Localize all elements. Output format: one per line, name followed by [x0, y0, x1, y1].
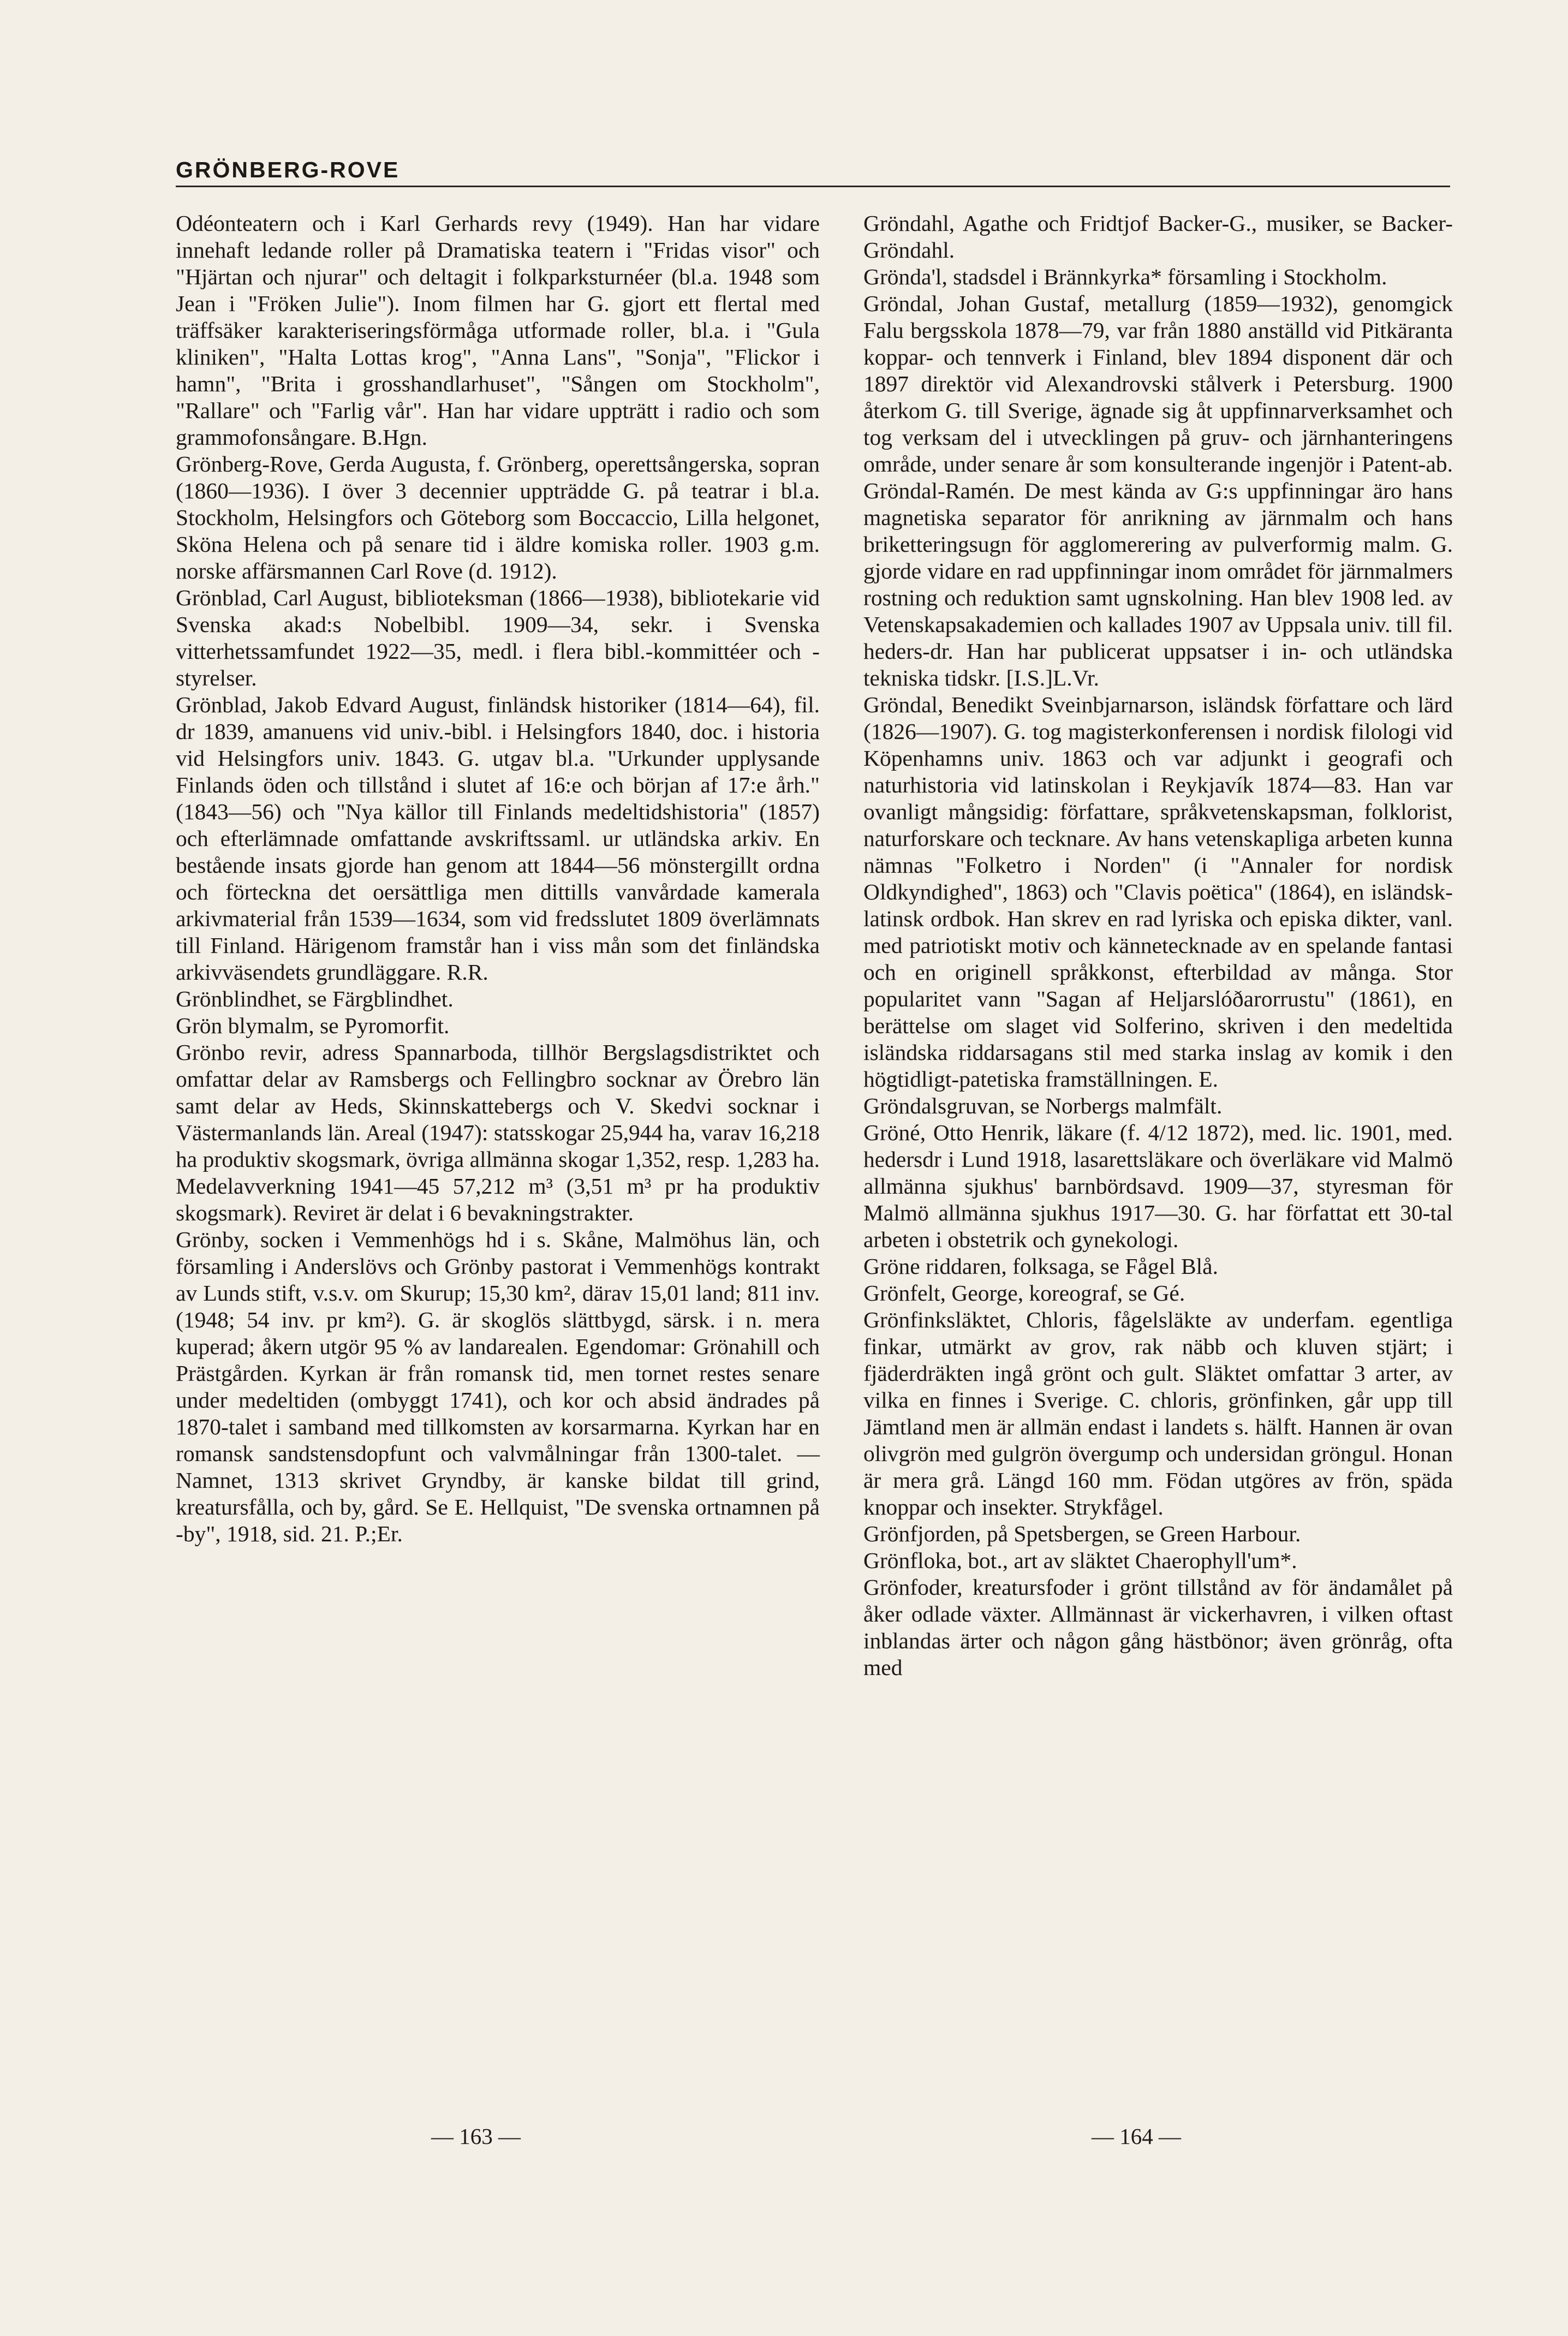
page-number-left: — 163 —	[431, 2124, 521, 2149]
entry-paragraph: Grönblindhet, se Färgblindhet.	[176, 986, 454, 1011]
entry-paragraph: Gröne riddaren, folksaga, se Fågel Blå.	[863, 1254, 1218, 1279]
entry-paragraph: Grönberg-Rove, Gerda Augusta, f. Grönberg, operettsångerska, sopran (1860—1936). I över 3 decennier uppträdde G. på teatrar i bl.a. Stockholm, Helsingfors och Göteborg som Boccaccio, Lilla helgonet, Sköna Helena och på senare tid i äldre komiska roller. 1903 g.m. norske affärsmannen Carl Rove (d. 1912).	[176, 451, 820, 583]
entry-paragraph: Gröndal, Johan Gustaf, metallurg (1859—1932), genomgick Falu bergsskola 1878—79, var från 1880 anställd vid Pitkäranta koppar- och tennverk i Finland, blev 1894 disponent där och 1897 direktör vid Alexandrovski stålverk i Petersburg. 1900 återkom G. till Sverige, ägnade sig åt uppfinnarverksamhet och tog verksam del i utvecklingen på gruv- och järnhanteringens område, under senare år som konsulterande ingenjör i Patent-ab. Gröndal-Ramén. De mest kända av G:s uppfinningar äro hans magnetiska separator för anrikning av järnmalm och hans briketteringsugn för agglomerering av pulverformig malm. G. gjorde vidare en rad uppfinningar inom området för järnmalmers rostning och reduktion samt ugnskolning. Han blev 1908 led. av Vetenskapsakademien och kallades 1907 av Uppsala univ. till fil. heders-dr. Han har publicerat uppsatser i in- och utländska tekniska tidskr. [I.S.]L.Vr.	[863, 291, 1453, 690]
entry-paragraph: Gröndahl, Agathe och Fridtjof Backer-G., musiker, se Backer-Gröndahl.	[863, 211, 1453, 263]
entry-paragraph: Gröné, Otto Henrik, läkare (f. 4/12 1872), med. lic. 1901, med. hedersdr i Lund 1918, lasarettsläkare och överläkare vid Malmö allmänna sjukhus' barnbördsavd. 1909—37, styresman för Malmö allmänna sjukhus 1917—30. G. har författat ett 30-tal arbeten i obstetrik och gynekologi.	[863, 1120, 1453, 1252]
entry-paragraph: Gröndalsgruvan, se Norbergs malmfält.	[863, 1093, 1223, 1118]
entry-paragraph: Grönfjorden, på Spetsbergen, se Green Harbour.	[863, 1521, 1301, 1546]
entry-paragraph: Grönbo revir, adress Spannarboda, tillhör Bergslagsdistriktet och omfattar delar av Ramsbergs och Fellingbro socknar av Örebro län samt delar av Heds, Skinnskattebergs och V. Skedvi socknar i Västermanlands län. Areal (1947): statsskogar 25,944 ha, varav 16,218 ha produktiv skogsmark, övriga allmänna skogar 1,352, resp. 1,283 ha. Medelavverkning 1941—45 57,212 m³ (3,51 m³ pr ha produktiv skogsmark). Reviret är delat i 6 bevakningstrakter.	[176, 1040, 820, 1225]
header-rule	[176, 186, 1450, 187]
entry-paragraph: Grönda'l, stadsdel i Brännkyrka* församling i Stockholm.	[863, 264, 1387, 289]
entry-paragraph: Grönfelt, George, koreograf, se Gé.	[863, 1280, 1185, 1306]
page-number-right: — 164 —	[1092, 2124, 1181, 2149]
entry-paragraph: Grön blymalm, se Pyromorfit.	[176, 1013, 450, 1038]
entry-paragraph: Gröndal, Benedikt Sveinbjarnarson, isländsk författare och lärd (1826—1907). G. tog magisterkonferensen i nordisk filologi vid Köpenhamns univ. 1863 och var adjunkt i geografi och naturhistoria vid latinskolan i Reykjavík 1874—83. Han var ovanligt mångsidig: författare, språkvetenskapsman, folklorist, naturforskare och tecknare. Av hans vetenskapliga arbeten kunna nämnas "Folketro i Norden" (i "Annaler for nordisk Oldkyndighed", 1863) och "Clavis poëtica" (1864), en isländsk-latinsk ordbok. Han skrev en rad lyriska och episka dikter, vanl. med patriotiskt motiv och kännetecknade av en spelande fantasi och en originell språkkonst, efterbildad av många. Stor popularitet vann "Sagan af Heljarslóðarorrustu" (1861), en berättelse om slaget vid Solferino, skriven i den medeltida isländska riddarsagans stil med starka inslag av komik i den högtidligt-patetiska framställningen. E.	[863, 692, 1453, 1092]
entry-paragraph: Odéonteatern och i Karl Gerhards revy (1949). Han har vidare innehaft ledande roller på Dramatiska teatern i "Fridas visor" och "Hjärtan och njurar" och deltagit i folkparksturnéer (bl.a. 1948 som Jean i "Fröken Julie"). Inom filmen har G. gjort ett flertal med träffsäker karakteriseringsförmåga utformade roller, bl.a. i "Gula kliniken", "Halta Lottas krog", "Anna Lans", "Sonja", "Flickor i hamn", "Brita i grosshandlarhuset", "Sången om Stockholm", "Rallare" och "Farlig vår". Han har vidare uppträtt i radio och som grammofonsångare. B.Hgn.	[176, 211, 820, 450]
entry-paragraph: Grönblad, Jakob Edvard August, finländsk historiker (1814—64), fil. dr 1839, amanuens vid univ.-bibl. i Helsingfors 1840, doc. i historia vid Helsingfors univ. 1843. G. utgav bl.a. "Urkunder upplysande Finlands öden och tillstånd i slutet af 16:e och början af 17:e årh." (1843—56) och "Nya källor till Finlands medeltidshistoria" (1857) och efterlämnade omfattande avskriftssaml. ur utländska arkiv. En bestående insats gjorde han genom att 1844—56 mönstergillt ordna och förteckna det oersättliga men dittills vanvårdade kamerala arkivmaterial från 1539—1634, som vid fredsslutet 1809 överlämnats till Finland. Härigenom framstår han i viss mån som det finländska arkivväsendets grundläggare. R.R.	[176, 692, 820, 985]
entry-paragraph: Grönblad, Carl August, biblioteksman (1866—1938), bibliotekarie vid Svenska akad:s Nobelbibl. 1909—34, sekr. i Svenska vitterhetssamfundet 1922—35, medl. i flera bibl.-kommittéer och -styrelser.	[176, 585, 820, 690]
entry-paragraph: Grönby, socken i Vemmenhögs hd i s. Skåne, Malmöhus län, och församling i Anderslövs och Grönby pastorat i Vemmenhögs kontrakt av Lunds stift, v.s.v. om Skurup; 15,30 km², därav 15,01 land; 811 inv. (1948; 54 inv. pr km²). G. är skoglös slättbygd, särsk. i n. mera kuperad; åkern utgör 95 % av landarealen. Egendomar: Grönahill och Prästgården. Kyrkan är från romansk tid, men tornet restes senare under medeltiden (ombyggt 1741), och kor och absid ändrades på 1870-talet i samband med tillkomsten av korsarmarna. Kyrkan har en romansk sandstensdopfunt och valvmålningar från 1300-talet. — Namnet, 1313 skrivet Gryndby, är kanske bildat till grind, kreatursfålla, och by, gård. Se E. Hellquist, "De svenska ortnamnen på -by", 1918, sid. 21. P.;Er.	[176, 1227, 820, 1546]
left-column	[176, 210, 820, 1547]
right-column	[863, 210, 1453, 1681]
entry-paragraph: Grönfoder, kreatursfoder i grönt tillstånd av för ändamålet på åker odlade växter. Allmännast är vickerhavren, i vilken oftast inblandas ärter och någon gång hästbönor; även grönråg, ofta med	[863, 1575, 1453, 1680]
running-header: GRÖNBERG-ROVE	[176, 157, 400, 182]
entry-paragraph: Grönfinksläktet, Chloris, fågelsläkte av underfam. egentliga finkar, utmärkt av grov, rak näbb och kluven stjärt; i fjäderdräkten ingå grönt och gult. Släktet omfattar 3 arter, av vilka en finnes i Sverige. C. chloris, grönfinken, går upp till Jämtland men är allmän endast i landets s. hälft. Hannen är ovan olivgrön med gulgrön övergump och undersidan gröngul. Honan är mera grå. Längd 160 mm. Födan utgöres av frön, späda knoppar och insekter. Strykfågel.	[863, 1307, 1453, 1519]
entry-paragraph: Grönfloka, bot., art av släktet Chaerophyll'um*.	[863, 1548, 1297, 1573]
